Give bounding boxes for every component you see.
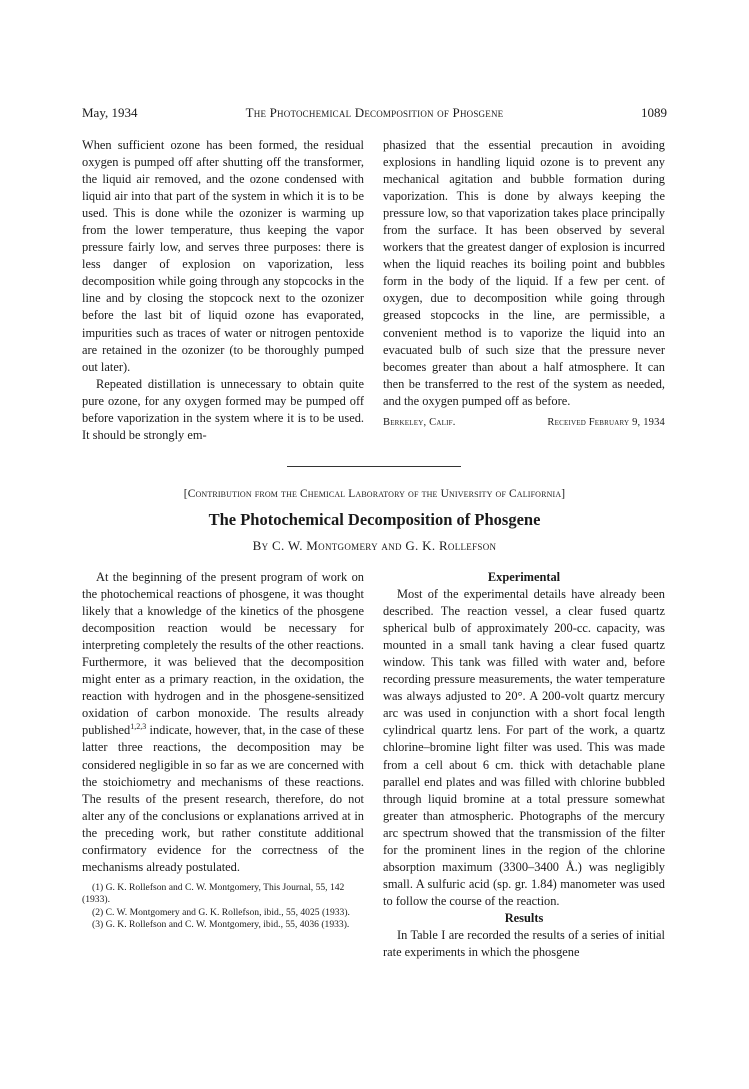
header-title: The Photochemical Decomposition of Phosgene [245,105,504,120]
previous-article-right-column [383,137,665,429]
section-heading-experimental: Experimental [487,570,561,584]
footnote: (2) C. W. Montgomery and G. K. Rollefson, ibid., 55, 4025 (1933). [92,906,350,918]
article-right-column [383,569,665,961]
paragraph: Most of the experimental details have already been described. The reaction vessel, a clear fused quartz spherical bulb of approximately 200-cc. capacity, was mounted in a small tank having a clear fused quartz window. This tank was filled with water and, before recording pressure measurements, the water temperature was always adjusted to 20°. A 200-volt quartz mercury arc was used in conjunction with a short focal length cylindrical quartz lens. For part of the work, a quartz chlorine–bromine light filter was used. This was made from a cell about 6 cm. thick with detachable plane parallel end plates and was filled with chlorine bubbled through liquid bromine at a total pressure somewhat greater than atmospheric. Photographs of the mercury arc spectrum showed that the transmission of the filter for the prominent lines in the region of the chlorine absorption maximum (3300–3400 Å.) was negligibly small. A sulfuric acid (sp. gr. 1.84) manometer was used to follow the course of the reaction. [383,587,665,908]
article-left-column [82,569,364,932]
footnotes [82,882,364,932]
intro-text-b: indicate, however, that, in the case of these latter three reactions, the decomposition may be considered negligible in so far as we are concerned with the stoichiometry and mechanisms of these reactions. The results of the present research, therefore, do not alter any of the conclusions or explanations arrived at in the preceding work, but rather constitute additional confirmatory evidence for the correctness of the mechanisms already postulated. [82,723,364,874]
header-date: May, 1934 [82,105,138,120]
location: Berkeley, Calif. [383,416,456,428]
paragraph: In Table I are recorded the results of a series of initial rate experiments in which the phosgene [383,927,665,960]
article-signature [383,412,665,429]
running-header [82,105,667,121]
section-heading-results: Results [504,910,544,925]
paragraph: When sufficient ozone has been formed, the residual oxygen is pumped off after shutting off the transformer, the liquid air removed, and the ozone condensed with liquid air into that part of the system in which it is to be used. This is done while the ozonizer is warming up from the lower temperature, thus keeping the vapor pressure fairly low, and serves three purposes: there is less danger of explosion on vaporization, less decomposition while going through any stopcocks in the line and by closing the stopcock next to the ozonizer before the last bit of liquid ozone has evaporated, impurities such as traces of water or nitrogen pentoxide are retained in the ozonizer (to be thoroughly pumped out later). [82,138,364,374]
paragraph: Repeated distillation is unnecessary to obtain quite pure ozone, for any oxygen formed may be pumped off before vaporization in the system where it is to be used. It should be strongly em- [82,376,364,442]
intro-text-a: At the beginning of the present program of work on the photochemical reactions of phosgene, it was thought likely that a knowledge of the kinetics of the phosgene decomposition reaction would be necessary for interpreting completely the results of the other reactions. Furthermore, it was believed that the decomposition might enter as a primary reaction, in the oxidation, the reaction with hydrogen and in the phosgene-sensitized oxidation of carbon monoxide. The results already published [82,570,364,738]
previous-article-left-column [82,137,364,444]
section-divider [287,466,461,467]
footnote: (1) G. K. Rollefson and C. W. Montgomery, This Journal, 55, 142 (1933). [82,881,345,906]
article-title: The Photochemical Decomposition of Phosgene [208,510,541,529]
paragraph: phasized that the essential precaution in avoiding explosions in handling liquid ozone is to prevent any mechanical agitation and bubble formation during vaporization. This is done by always keeping the pressure low, so that vaporization takes place principally from the surface. It has been observed by several workers that the greatest danger of explosion is incurred when the liquid reaches its boiling point and bubbles form in the body of the liquid. If a few per cent. of oxygen, due to decomposition while going through greased stopcocks in the line, are permissible, a convenient method is to vaporize the liquid into an evacuated bulb of such size that the pressure never becomes greater than about a half atmosphere. It can then be transferred to the rest of the system as needed, and the oxygen pumped off as before. [383,138,665,408]
page-number: 1089 [641,105,667,120]
received-date: Received February 9, 1934 [547,416,665,428]
reference-superscript: 1,2,3 [130,722,147,732]
intro-paragraph [82,569,364,876]
article-authors: By C. W. Montgomery and G. K. Rollefson [252,538,497,553]
footnote: (3) G. K. Rollefson and C. W. Montgomery, ibid., 55, 4036 (1933). [92,919,350,931]
contribution-line: [Contribution from the Chemical Laboratory of the University of California] [183,488,566,500]
